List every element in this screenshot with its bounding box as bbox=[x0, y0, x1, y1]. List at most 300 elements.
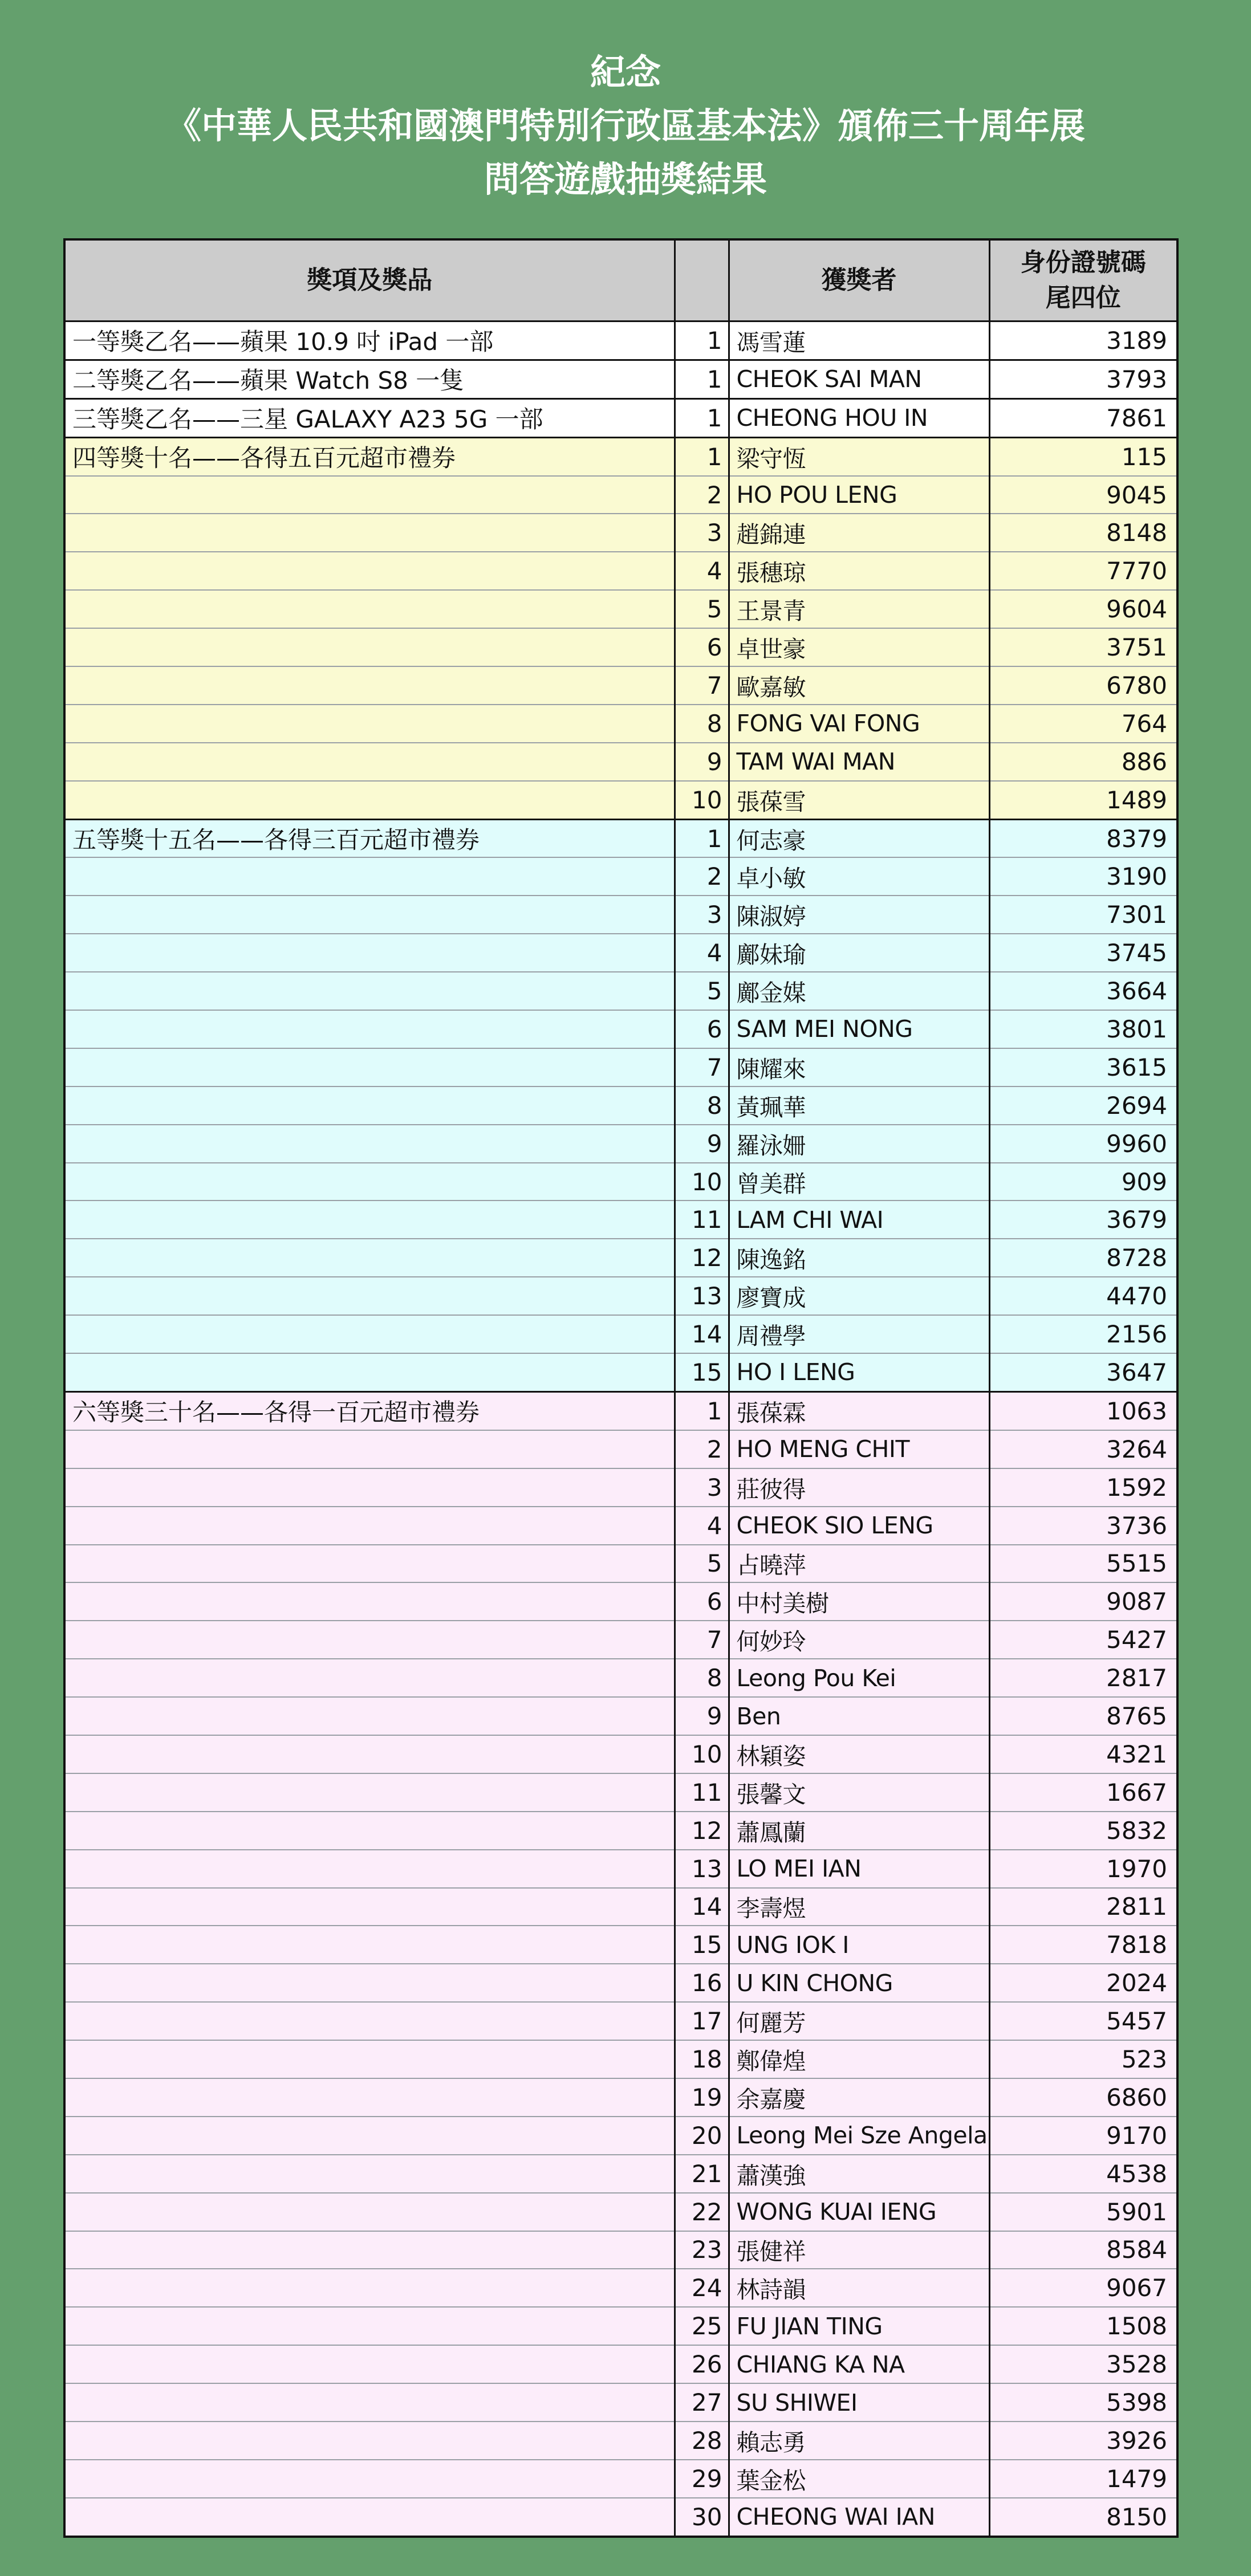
winner-cell: 林穎姿 bbox=[729, 1735, 989, 1773]
id-cell: 1970 bbox=[989, 1850, 1177, 1888]
table-row bbox=[64, 743, 1177, 781]
table-row bbox=[64, 934, 1177, 972]
header-number bbox=[675, 239, 729, 322]
header-id-line-2: 尾四位 bbox=[1045, 283, 1121, 312]
table-row bbox=[64, 1239, 1177, 1277]
table-row bbox=[64, 590, 1177, 628]
number-cell: 24 bbox=[675, 2269, 729, 2307]
number-cell: 4 bbox=[675, 1507, 729, 1545]
table-row bbox=[64, 1659, 1177, 1697]
winner-cell: 蕭鳳蘭 bbox=[729, 1812, 989, 1850]
number-cell: 1 bbox=[675, 1391, 729, 1430]
winner-cell: 張穗琼 bbox=[729, 552, 989, 590]
winner-cell: 馮雪蓮 bbox=[729, 322, 989, 360]
number-cell: 6 bbox=[675, 1010, 729, 1048]
winner-cell: 林詩韻 bbox=[729, 2269, 989, 2307]
table-row bbox=[64, 819, 1177, 857]
prize-cell bbox=[64, 2307, 675, 2345]
id-cell: 1489 bbox=[989, 781, 1177, 819]
number-cell: 3 bbox=[675, 514, 729, 552]
prize-cell bbox=[64, 552, 675, 590]
table-row bbox=[64, 2231, 1177, 2269]
number-cell: 7 bbox=[675, 1621, 729, 1659]
prize-cell bbox=[64, 2040, 675, 2078]
number-cell: 14 bbox=[675, 1315, 729, 1353]
winner-cell: FONG VAI FONG bbox=[729, 705, 989, 743]
number-cell: 4 bbox=[675, 934, 729, 972]
number-cell: 18 bbox=[675, 2040, 729, 2078]
id-cell: 8728 bbox=[989, 1239, 1177, 1277]
prize-cell bbox=[64, 1277, 675, 1315]
winner-cell: 陳逸銘 bbox=[729, 1239, 989, 1277]
number-cell: 15 bbox=[675, 1926, 729, 1964]
prize-cell bbox=[64, 1430, 675, 1468]
winner-cell: 何妙玲 bbox=[729, 1621, 989, 1659]
number-cell: 9 bbox=[675, 743, 729, 781]
number-cell: 13 bbox=[675, 1277, 729, 1315]
table-row bbox=[64, 2383, 1177, 2422]
winner-cell: 張健祥 bbox=[729, 2231, 989, 2269]
prize-cell bbox=[64, 2383, 675, 2422]
prize-cell bbox=[64, 705, 675, 743]
number-cell: 9 bbox=[675, 1697, 729, 1735]
number-cell: 3 bbox=[675, 896, 729, 934]
title-line-3: 問答遊戲抽獎結果 bbox=[484, 158, 767, 200]
id-cell: 8379 bbox=[989, 819, 1177, 857]
number-cell: 10 bbox=[675, 1163, 729, 1201]
id-cell: 5901 bbox=[989, 2193, 1177, 2231]
table-row bbox=[64, 1163, 1177, 1201]
winner-cell: UNG IOK I bbox=[729, 1926, 989, 1964]
number-cell: 11 bbox=[675, 1200, 729, 1239]
id-cell: 909 bbox=[989, 1163, 1177, 1201]
prize-cell bbox=[64, 2498, 675, 2537]
prize-cell bbox=[64, 2155, 675, 2193]
id-cell: 2694 bbox=[989, 1086, 1177, 1125]
id-cell: 9960 bbox=[989, 1125, 1177, 1163]
id-cell: 9087 bbox=[989, 1582, 1177, 1621]
number-cell: 2 bbox=[675, 857, 729, 896]
number-cell: 10 bbox=[675, 1735, 729, 1773]
winner-cell: LAM CHI WAI bbox=[729, 1200, 989, 1239]
table-row bbox=[64, 360, 1177, 398]
table-row bbox=[64, 1010, 1177, 1048]
prize-cell bbox=[64, 1812, 675, 1850]
header-winner: 獲獎者 bbox=[729, 239, 989, 322]
prize-cell bbox=[64, 2269, 675, 2307]
winner-cell: 中村美樹 bbox=[729, 1582, 989, 1621]
id-cell: 8148 bbox=[989, 514, 1177, 552]
number-cell: 21 bbox=[675, 2155, 729, 2193]
winner-cell: LO MEI IAN bbox=[729, 1850, 989, 1888]
table-row bbox=[64, 1964, 1177, 2002]
id-cell: 5515 bbox=[989, 1545, 1177, 1583]
number-cell: 9 bbox=[675, 1125, 729, 1163]
winner-cell: 梁守恆 bbox=[729, 437, 989, 475]
id-cell: 8765 bbox=[989, 1697, 1177, 1735]
table-row bbox=[64, 1773, 1177, 1812]
prize-cell bbox=[64, 1888, 675, 1926]
number-cell: 6 bbox=[675, 628, 729, 666]
id-cell: 3926 bbox=[989, 2422, 1177, 2460]
winner-cell: 趙錦連 bbox=[729, 514, 989, 552]
number-cell: 14 bbox=[675, 1888, 729, 1926]
number-cell: 12 bbox=[675, 1239, 729, 1277]
id-cell: 5427 bbox=[989, 1621, 1177, 1659]
table-row bbox=[64, 2345, 1177, 2383]
winner-cell: WONG KUAI IENG bbox=[729, 2193, 989, 2231]
table-row bbox=[64, 2193, 1177, 2231]
id-cell: 3751 bbox=[989, 628, 1177, 666]
table-row bbox=[64, 1621, 1177, 1659]
prize-cell bbox=[64, 1086, 675, 1125]
table-row bbox=[64, 437, 1177, 475]
table-row bbox=[64, 628, 1177, 666]
prize-cell: 一等獎乙名——蘋果 10.9 吋 iPad 一部 bbox=[64, 322, 675, 360]
table-row bbox=[64, 1582, 1177, 1621]
prize-cell bbox=[64, 1239, 675, 1277]
winner-cell: 余嘉慶 bbox=[729, 2078, 989, 2117]
id-cell: 2811 bbox=[989, 1888, 1177, 1926]
winner-cell: SU SHIWEI bbox=[729, 2383, 989, 2422]
prize-cell bbox=[64, 628, 675, 666]
winner-cell: U KIN CHONG bbox=[729, 1964, 989, 2002]
page-title bbox=[0, 46, 1251, 206]
prize-cell bbox=[64, 1010, 675, 1048]
prize-cell bbox=[64, 666, 675, 705]
number-cell: 1 bbox=[675, 819, 729, 857]
table-row bbox=[64, 1545, 1177, 1583]
id-cell: 9045 bbox=[989, 476, 1177, 514]
number-cell: 27 bbox=[675, 2383, 729, 2422]
number-cell: 13 bbox=[675, 1850, 729, 1888]
winner-cell: 莊彼得 bbox=[729, 1468, 989, 1507]
id-cell: 4538 bbox=[989, 2155, 1177, 2193]
number-cell: 10 bbox=[675, 781, 729, 819]
table-row bbox=[64, 1200, 1177, 1239]
id-cell: 523 bbox=[989, 2040, 1177, 2078]
prize-cell bbox=[64, 2345, 675, 2383]
id-cell: 3801 bbox=[989, 1010, 1177, 1048]
number-cell: 30 bbox=[675, 2498, 729, 2537]
number-cell: 8 bbox=[675, 1086, 729, 1125]
id-cell: 4321 bbox=[989, 1735, 1177, 1773]
winner-cell: 鄭偉煌 bbox=[729, 2040, 989, 2078]
table-row bbox=[64, 398, 1177, 437]
id-cell: 7301 bbox=[989, 896, 1177, 934]
table-row bbox=[64, 2078, 1177, 2117]
table-row bbox=[64, 322, 1177, 360]
winner-cell: 羅泳姍 bbox=[729, 1125, 989, 1163]
id-cell: 7770 bbox=[989, 552, 1177, 590]
winner-cell: FU JIAN TING bbox=[729, 2307, 989, 2345]
winner-cell: Leong Pou Kei bbox=[729, 1659, 989, 1697]
winner-cell: HO MENG CHIT bbox=[729, 1430, 989, 1468]
winner-cell: 鄺妹瑜 bbox=[729, 934, 989, 972]
prize-cell bbox=[64, 1773, 675, 1812]
id-cell: 3190 bbox=[989, 857, 1177, 896]
prize-cell bbox=[64, 972, 675, 1010]
table-row bbox=[64, 1735, 1177, 1773]
number-cell: 19 bbox=[675, 2078, 729, 2117]
number-cell: 7 bbox=[675, 666, 729, 705]
prize-cell bbox=[64, 2193, 675, 2231]
prize-cell bbox=[64, 781, 675, 819]
number-cell: 25 bbox=[675, 2307, 729, 2345]
prize-cell bbox=[64, 2002, 675, 2040]
table-row bbox=[64, 2040, 1177, 2078]
id-cell: 886 bbox=[989, 743, 1177, 781]
table-row bbox=[64, 2307, 1177, 2345]
winner-cell: 賴志勇 bbox=[729, 2422, 989, 2460]
id-cell: 3615 bbox=[989, 1048, 1177, 1086]
id-cell: 5457 bbox=[989, 2002, 1177, 2040]
table-row bbox=[64, 2269, 1177, 2307]
winner-cell: 廖寶成 bbox=[729, 1277, 989, 1315]
table-row bbox=[64, 2422, 1177, 2460]
prize-cell bbox=[64, 2460, 675, 2498]
id-cell: 3745 bbox=[989, 934, 1177, 972]
results-table bbox=[63, 238, 1179, 2538]
prize-cell bbox=[64, 1125, 675, 1163]
prize-cell: 六等獎三十名——各得一百元超市禮券 bbox=[64, 1391, 675, 1430]
table-row bbox=[64, 552, 1177, 590]
header-id-line-1: 身份證號碼 bbox=[1020, 248, 1146, 277]
winner-cell: 占曉萍 bbox=[729, 1545, 989, 1583]
id-cell: 7861 bbox=[989, 398, 1177, 437]
table-row bbox=[64, 1430, 1177, 1468]
winner-cell: 鄺金媒 bbox=[729, 972, 989, 1010]
id-cell: 3528 bbox=[989, 2345, 1177, 2383]
id-cell: 5832 bbox=[989, 1812, 1177, 1850]
number-cell: 3 bbox=[675, 1468, 729, 1507]
number-cell: 20 bbox=[675, 2117, 729, 2155]
id-cell: 3736 bbox=[989, 1507, 1177, 1545]
prize-cell bbox=[64, 1353, 675, 1391]
winner-cell: 何麗芳 bbox=[729, 2002, 989, 2040]
number-cell: 5 bbox=[675, 972, 729, 1010]
number-cell: 16 bbox=[675, 1964, 729, 2002]
prize-cell bbox=[64, 476, 675, 514]
table-row bbox=[64, 1850, 1177, 1888]
number-cell: 22 bbox=[675, 2193, 729, 2231]
id-cell: 8150 bbox=[989, 2498, 1177, 2537]
winner-cell: HO I LENG bbox=[729, 1353, 989, 1391]
winner-cell: CHEOK SAI MAN bbox=[729, 360, 989, 398]
number-cell: 2 bbox=[675, 1430, 729, 1468]
id-cell: 1667 bbox=[989, 1773, 1177, 1812]
id-cell: 3264 bbox=[989, 1430, 1177, 1468]
title-line-2: 《中華人民共和國澳門特別行政區基本法》頒佈三十周年展 bbox=[165, 105, 1085, 146]
id-cell: 3793 bbox=[989, 360, 1177, 398]
number-cell: 1 bbox=[675, 322, 729, 360]
number-cell: 29 bbox=[675, 2460, 729, 2498]
number-cell: 1 bbox=[675, 398, 729, 437]
prize-cell bbox=[64, 1582, 675, 1621]
table-row bbox=[64, 2155, 1177, 2193]
table-row bbox=[64, 972, 1177, 1010]
prize-cell bbox=[64, 1163, 675, 1201]
id-cell: 1063 bbox=[989, 1391, 1177, 1430]
header-id bbox=[989, 239, 1177, 322]
table-row bbox=[64, 1353, 1177, 1391]
table-row bbox=[64, 2460, 1177, 2498]
winner-cell: TAM WAI MAN bbox=[729, 743, 989, 781]
table-row bbox=[64, 2117, 1177, 2155]
number-cell: 7 bbox=[675, 1048, 729, 1086]
id-cell: 9170 bbox=[989, 2117, 1177, 2155]
winner-cell: CHEONG HOU IN bbox=[729, 398, 989, 437]
prize-cell bbox=[64, 2231, 675, 2269]
table-row bbox=[64, 1048, 1177, 1086]
id-cell: 6780 bbox=[989, 666, 1177, 705]
winner-cell: CHEONG WAI IAN bbox=[729, 2498, 989, 2537]
number-cell: 12 bbox=[675, 1812, 729, 1850]
number-cell: 5 bbox=[675, 590, 729, 628]
winner-cell: 曾美群 bbox=[729, 1163, 989, 1201]
table-row bbox=[64, 666, 1177, 705]
winner-cell: HO POU LENG bbox=[729, 476, 989, 514]
table-row bbox=[64, 1277, 1177, 1315]
number-cell: 5 bbox=[675, 1545, 729, 1583]
winner-cell: Leong Mei Sze Angela bbox=[729, 2117, 989, 2155]
table-row bbox=[64, 1697, 1177, 1735]
header-prize: 獎項及獎品 bbox=[64, 239, 675, 322]
number-cell: 1 bbox=[675, 437, 729, 475]
number-cell: 6 bbox=[675, 1582, 729, 1621]
table-row bbox=[64, 514, 1177, 552]
winner-cell: SAM MEI NONG bbox=[729, 1010, 989, 1048]
id-cell: 4470 bbox=[989, 1277, 1177, 1315]
prize-cell bbox=[64, 1659, 675, 1697]
prize-cell bbox=[64, 1964, 675, 2002]
table-row bbox=[64, 1888, 1177, 1926]
winner-cell: 張葆霖 bbox=[729, 1391, 989, 1430]
table-row bbox=[64, 896, 1177, 934]
id-cell: 115 bbox=[989, 437, 1177, 475]
id-cell: 3664 bbox=[989, 972, 1177, 1010]
id-cell: 2156 bbox=[989, 1315, 1177, 1353]
winner-cell: CHEOK SIO LENG bbox=[729, 1507, 989, 1545]
table-row bbox=[64, 1812, 1177, 1850]
winner-cell: Ben bbox=[729, 1697, 989, 1735]
prize-cell bbox=[64, 934, 675, 972]
title-line-1: 紀念 bbox=[590, 51, 661, 93]
prize-cell bbox=[64, 1507, 675, 1545]
number-cell: 11 bbox=[675, 1773, 729, 1812]
prize-cell: 四等獎十名——各得五百元超市禮券 bbox=[64, 437, 675, 475]
header-row bbox=[64, 239, 1177, 322]
number-cell: 4 bbox=[675, 552, 729, 590]
table-row bbox=[64, 857, 1177, 896]
winner-cell: 李壽煜 bbox=[729, 1888, 989, 1926]
table-row bbox=[64, 781, 1177, 819]
number-cell: 23 bbox=[675, 2231, 729, 2269]
id-cell: 5398 bbox=[989, 2383, 1177, 2422]
prize-cell bbox=[64, 896, 675, 934]
id-cell: 1592 bbox=[989, 1468, 1177, 1507]
number-cell: 17 bbox=[675, 2002, 729, 2040]
prize-cell bbox=[64, 2117, 675, 2155]
table-row bbox=[64, 705, 1177, 743]
winner-cell: 黃珮華 bbox=[729, 1086, 989, 1125]
id-cell: 2024 bbox=[989, 1964, 1177, 2002]
id-cell: 3647 bbox=[989, 1353, 1177, 1391]
winner-cell: 張馨文 bbox=[729, 1773, 989, 1812]
id-cell: 2817 bbox=[989, 1659, 1177, 1697]
number-cell: 8 bbox=[675, 705, 729, 743]
winner-cell: 陳耀來 bbox=[729, 1048, 989, 1086]
table-row bbox=[64, 2002, 1177, 2040]
id-cell: 8584 bbox=[989, 2231, 1177, 2269]
id-cell: 1479 bbox=[989, 2460, 1177, 2498]
number-cell: 26 bbox=[675, 2345, 729, 2383]
prize-cell: 五等獎十五名——各得三百元超市禮券 bbox=[64, 819, 675, 857]
table-row bbox=[64, 476, 1177, 514]
id-cell: 3679 bbox=[989, 1200, 1177, 1239]
number-cell: 2 bbox=[675, 476, 729, 514]
prize-cell bbox=[64, 1735, 675, 1773]
prize-cell bbox=[64, 1200, 675, 1239]
id-cell: 3189 bbox=[989, 322, 1177, 360]
prize-cell bbox=[64, 2422, 675, 2460]
table-row bbox=[64, 1507, 1177, 1545]
winner-cell: 卓小敏 bbox=[729, 857, 989, 896]
prize-cell bbox=[64, 743, 675, 781]
winner-cell: 張葆雪 bbox=[729, 781, 989, 819]
prize-cell bbox=[64, 2078, 675, 2117]
prize-cell bbox=[64, 1850, 675, 1888]
id-cell: 9604 bbox=[989, 590, 1177, 628]
prize-cell bbox=[64, 857, 675, 896]
winner-cell: 周禮學 bbox=[729, 1315, 989, 1353]
number-cell: 28 bbox=[675, 2422, 729, 2460]
table-row bbox=[64, 1468, 1177, 1507]
table-row bbox=[64, 1086, 1177, 1125]
winner-cell: CHIANG KA NA bbox=[729, 2345, 989, 2383]
winner-cell: 何志豪 bbox=[729, 819, 989, 857]
prize-cell bbox=[64, 1545, 675, 1583]
table-row bbox=[64, 1125, 1177, 1163]
prize-cell bbox=[64, 1926, 675, 1964]
id-cell: 7818 bbox=[989, 1926, 1177, 1964]
winner-cell: 歐嘉敏 bbox=[729, 666, 989, 705]
id-cell: 6860 bbox=[989, 2078, 1177, 2117]
table-row bbox=[64, 2498, 1177, 2537]
number-cell: 8 bbox=[675, 1659, 729, 1697]
prize-cell bbox=[64, 1468, 675, 1507]
table-row bbox=[64, 1926, 1177, 1964]
winner-cell: 卓世豪 bbox=[729, 628, 989, 666]
prize-cell bbox=[64, 1315, 675, 1353]
id-cell: 1508 bbox=[989, 2307, 1177, 2345]
prize-cell bbox=[64, 1697, 675, 1735]
prize-cell: 二等獎乙名——蘋果 Watch S8 一隻 bbox=[64, 360, 675, 398]
id-cell: 764 bbox=[989, 705, 1177, 743]
number-cell: 15 bbox=[675, 1353, 729, 1391]
prize-cell bbox=[64, 1048, 675, 1086]
prize-cell: 三等獎乙名——三星 GALAXY A23 5G 一部 bbox=[64, 398, 675, 437]
prize-cell bbox=[64, 1621, 675, 1659]
prize-cell bbox=[64, 514, 675, 552]
id-cell: 9067 bbox=[989, 2269, 1177, 2307]
winner-cell: 王景青 bbox=[729, 590, 989, 628]
winner-cell: 陳淑婷 bbox=[729, 896, 989, 934]
table-row bbox=[64, 1315, 1177, 1353]
table-row bbox=[64, 1391, 1177, 1430]
winner-cell: 葉金松 bbox=[729, 2460, 989, 2498]
number-cell: 1 bbox=[675, 360, 729, 398]
